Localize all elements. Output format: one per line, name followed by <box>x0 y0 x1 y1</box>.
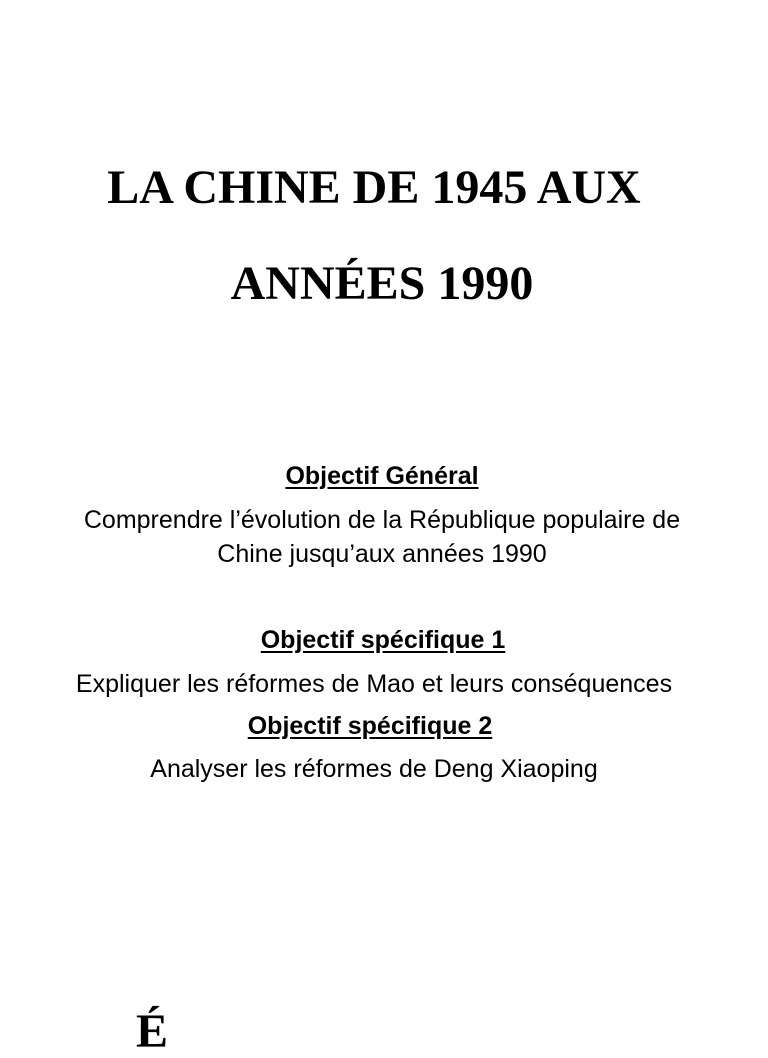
specific-objective-1-text: Expliquer les réformes de Mao et leurs conséquences <box>75 670 673 698</box>
specific-objective-1-heading: Objectif spécifique 1 <box>260 626 506 654</box>
general-objective-heading: Objectif Général <box>285 462 479 490</box>
page-title-line-2: ANNÉES 1990 <box>230 257 534 310</box>
specific-objective-2-text: Analyser les réformes de Deng Xiaoping <box>150 755 598 783</box>
page-title-line-1: LA CHINE DE 1945 AUX <box>107 161 641 214</box>
general-objective-text-line-2: Chine jusqu’aux années 1990 <box>217 540 547 568</box>
cutoff-glyph: É <box>136 1005 169 1058</box>
cutoff-next-heading <box>136 1005 169 1058</box>
general-objective-text-line-1: Comprendre l’évolution de la République populaire de <box>83 506 681 534</box>
specific-objective-2-heading: Objectif spécifique 2 <box>247 712 493 740</box>
